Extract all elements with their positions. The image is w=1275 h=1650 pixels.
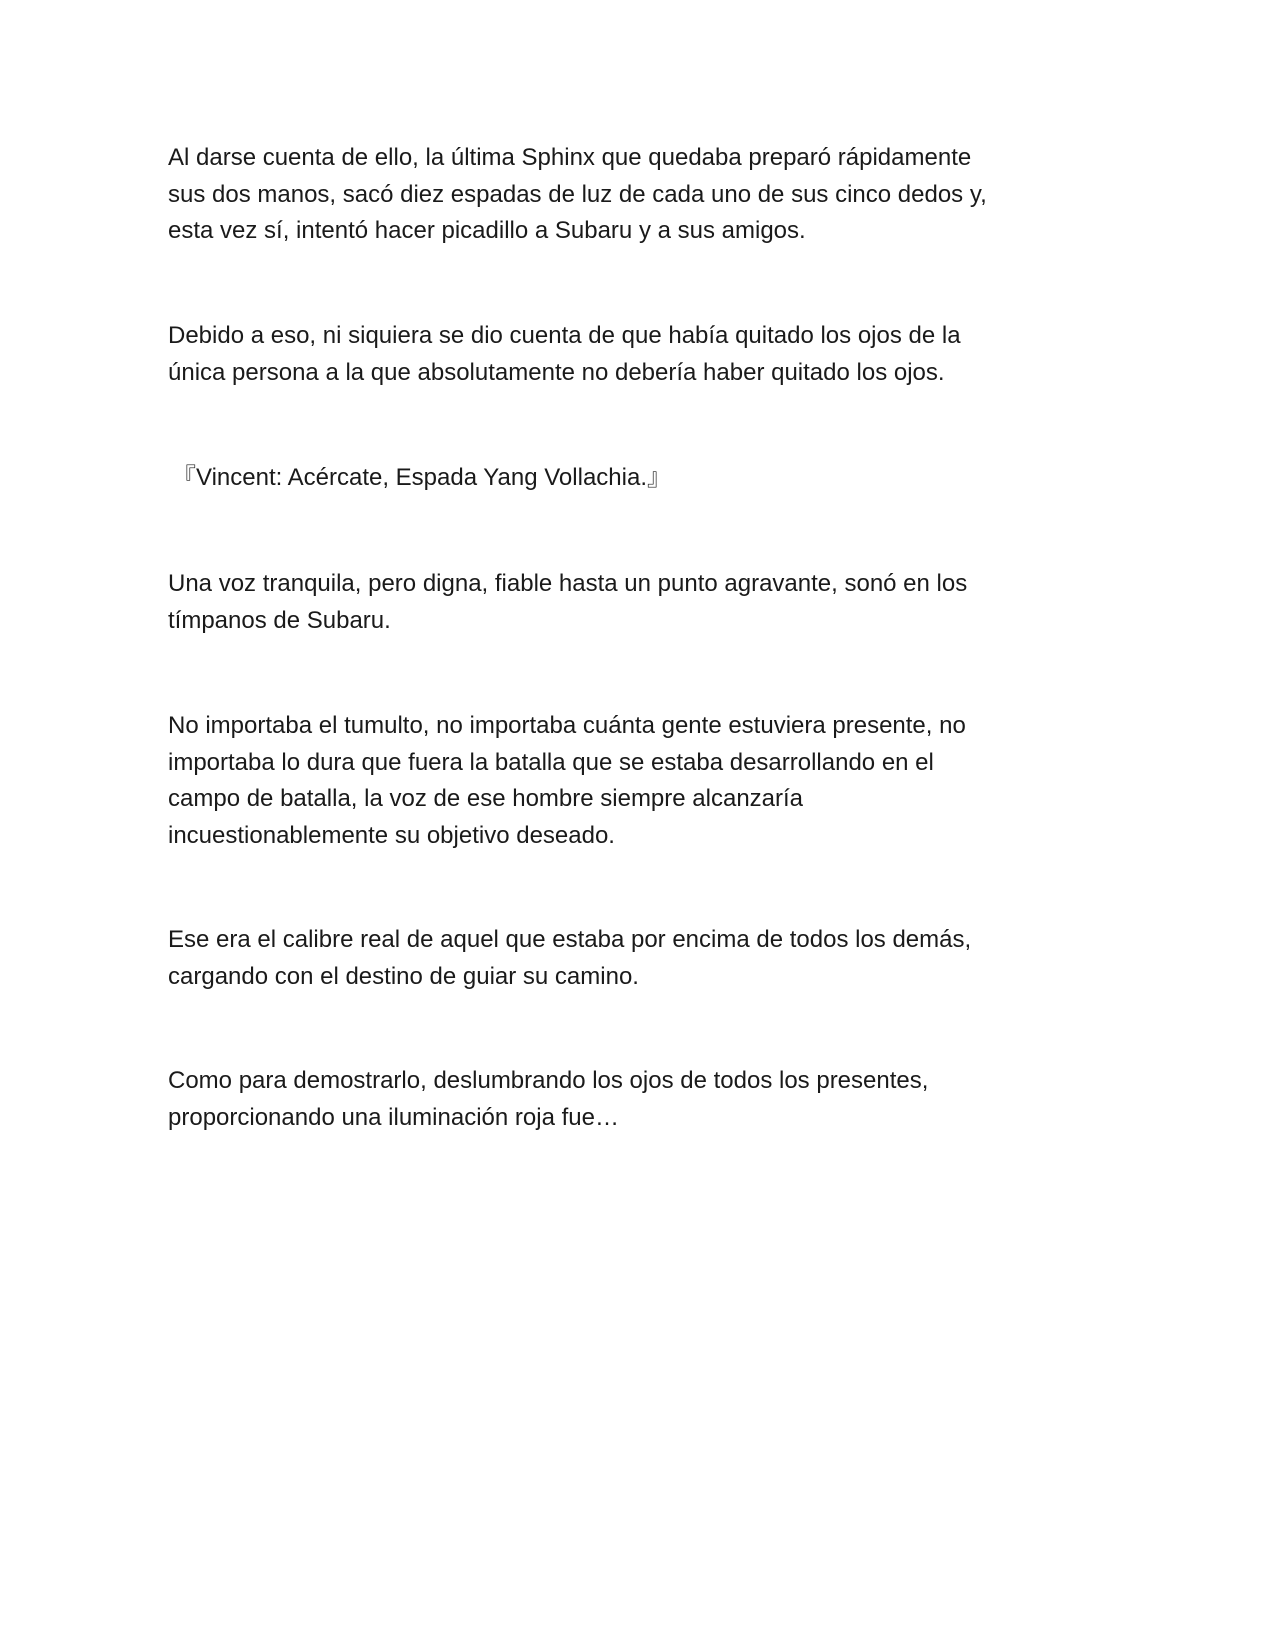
paragraph-line: Ese era el calibre real de aquel que estaba por encima de todos los demás,	[168, 926, 972, 953]
paragraph-6	[168, 922, 1068, 995]
paragraph-line: sus dos manos, sacó diez espadas de luz de cada uno de sus cinco dedos y,	[168, 180, 987, 208]
paragraph-line: Como para demostrarlo, deslumbrando los ojos de todos los presentes,	[168, 1067, 929, 1094]
paragraph-7	[168, 1063, 1068, 1136]
dialogue-line	[172, 460, 1072, 497]
paragraph-line: cargando con el destino de guiar su camino.	[168, 962, 639, 990]
paragraph-line: incuestionablemente su objetivo deseado.	[168, 821, 615, 849]
paragraph-5	[168, 708, 1068, 854]
paragraph-line: tímpanos de Subaru.	[168, 606, 391, 634]
paragraph-line: proporcionando una iluminación roja fue…	[168, 1103, 619, 1131]
paragraph-line: importaba lo dura que fuera la batalla que se estaba desarrollando en el	[168, 748, 934, 776]
paragraph-line: Al darse cuenta de ello, la última Sphinx que quedaba preparó rápidamente	[168, 144, 972, 171]
paragraph-1	[168, 140, 1068, 250]
paragraph-line: esta vez sí, intentó hacer picadillo a Subaru y a sus amigos.	[168, 217, 806, 244]
paragraph-2	[168, 318, 1068, 391]
paragraph-line: campo de batalla, la voz de ese hombre siempre alcanzaría	[168, 785, 804, 812]
paragraph-line: Una voz tranquila, pero digna, fiable hasta un punto agravante, sonó en los	[168, 570, 968, 597]
paragraph-line: Debido a eso, ni siquiera se dio cuenta de que había quitado los ojos de la	[168, 322, 961, 349]
paragraph-line: 『Vincent: Acércate, Espada Yang Vollachia.』	[172, 464, 671, 491]
paragraph-line: única persona a la que absolutamente no debería haber quitado los ojos.	[168, 358, 945, 386]
paragraph-4	[168, 566, 1068, 639]
paragraph-line: No importaba el tumulto, no importaba cuánta gente estuviera presente, no	[168, 712, 966, 739]
